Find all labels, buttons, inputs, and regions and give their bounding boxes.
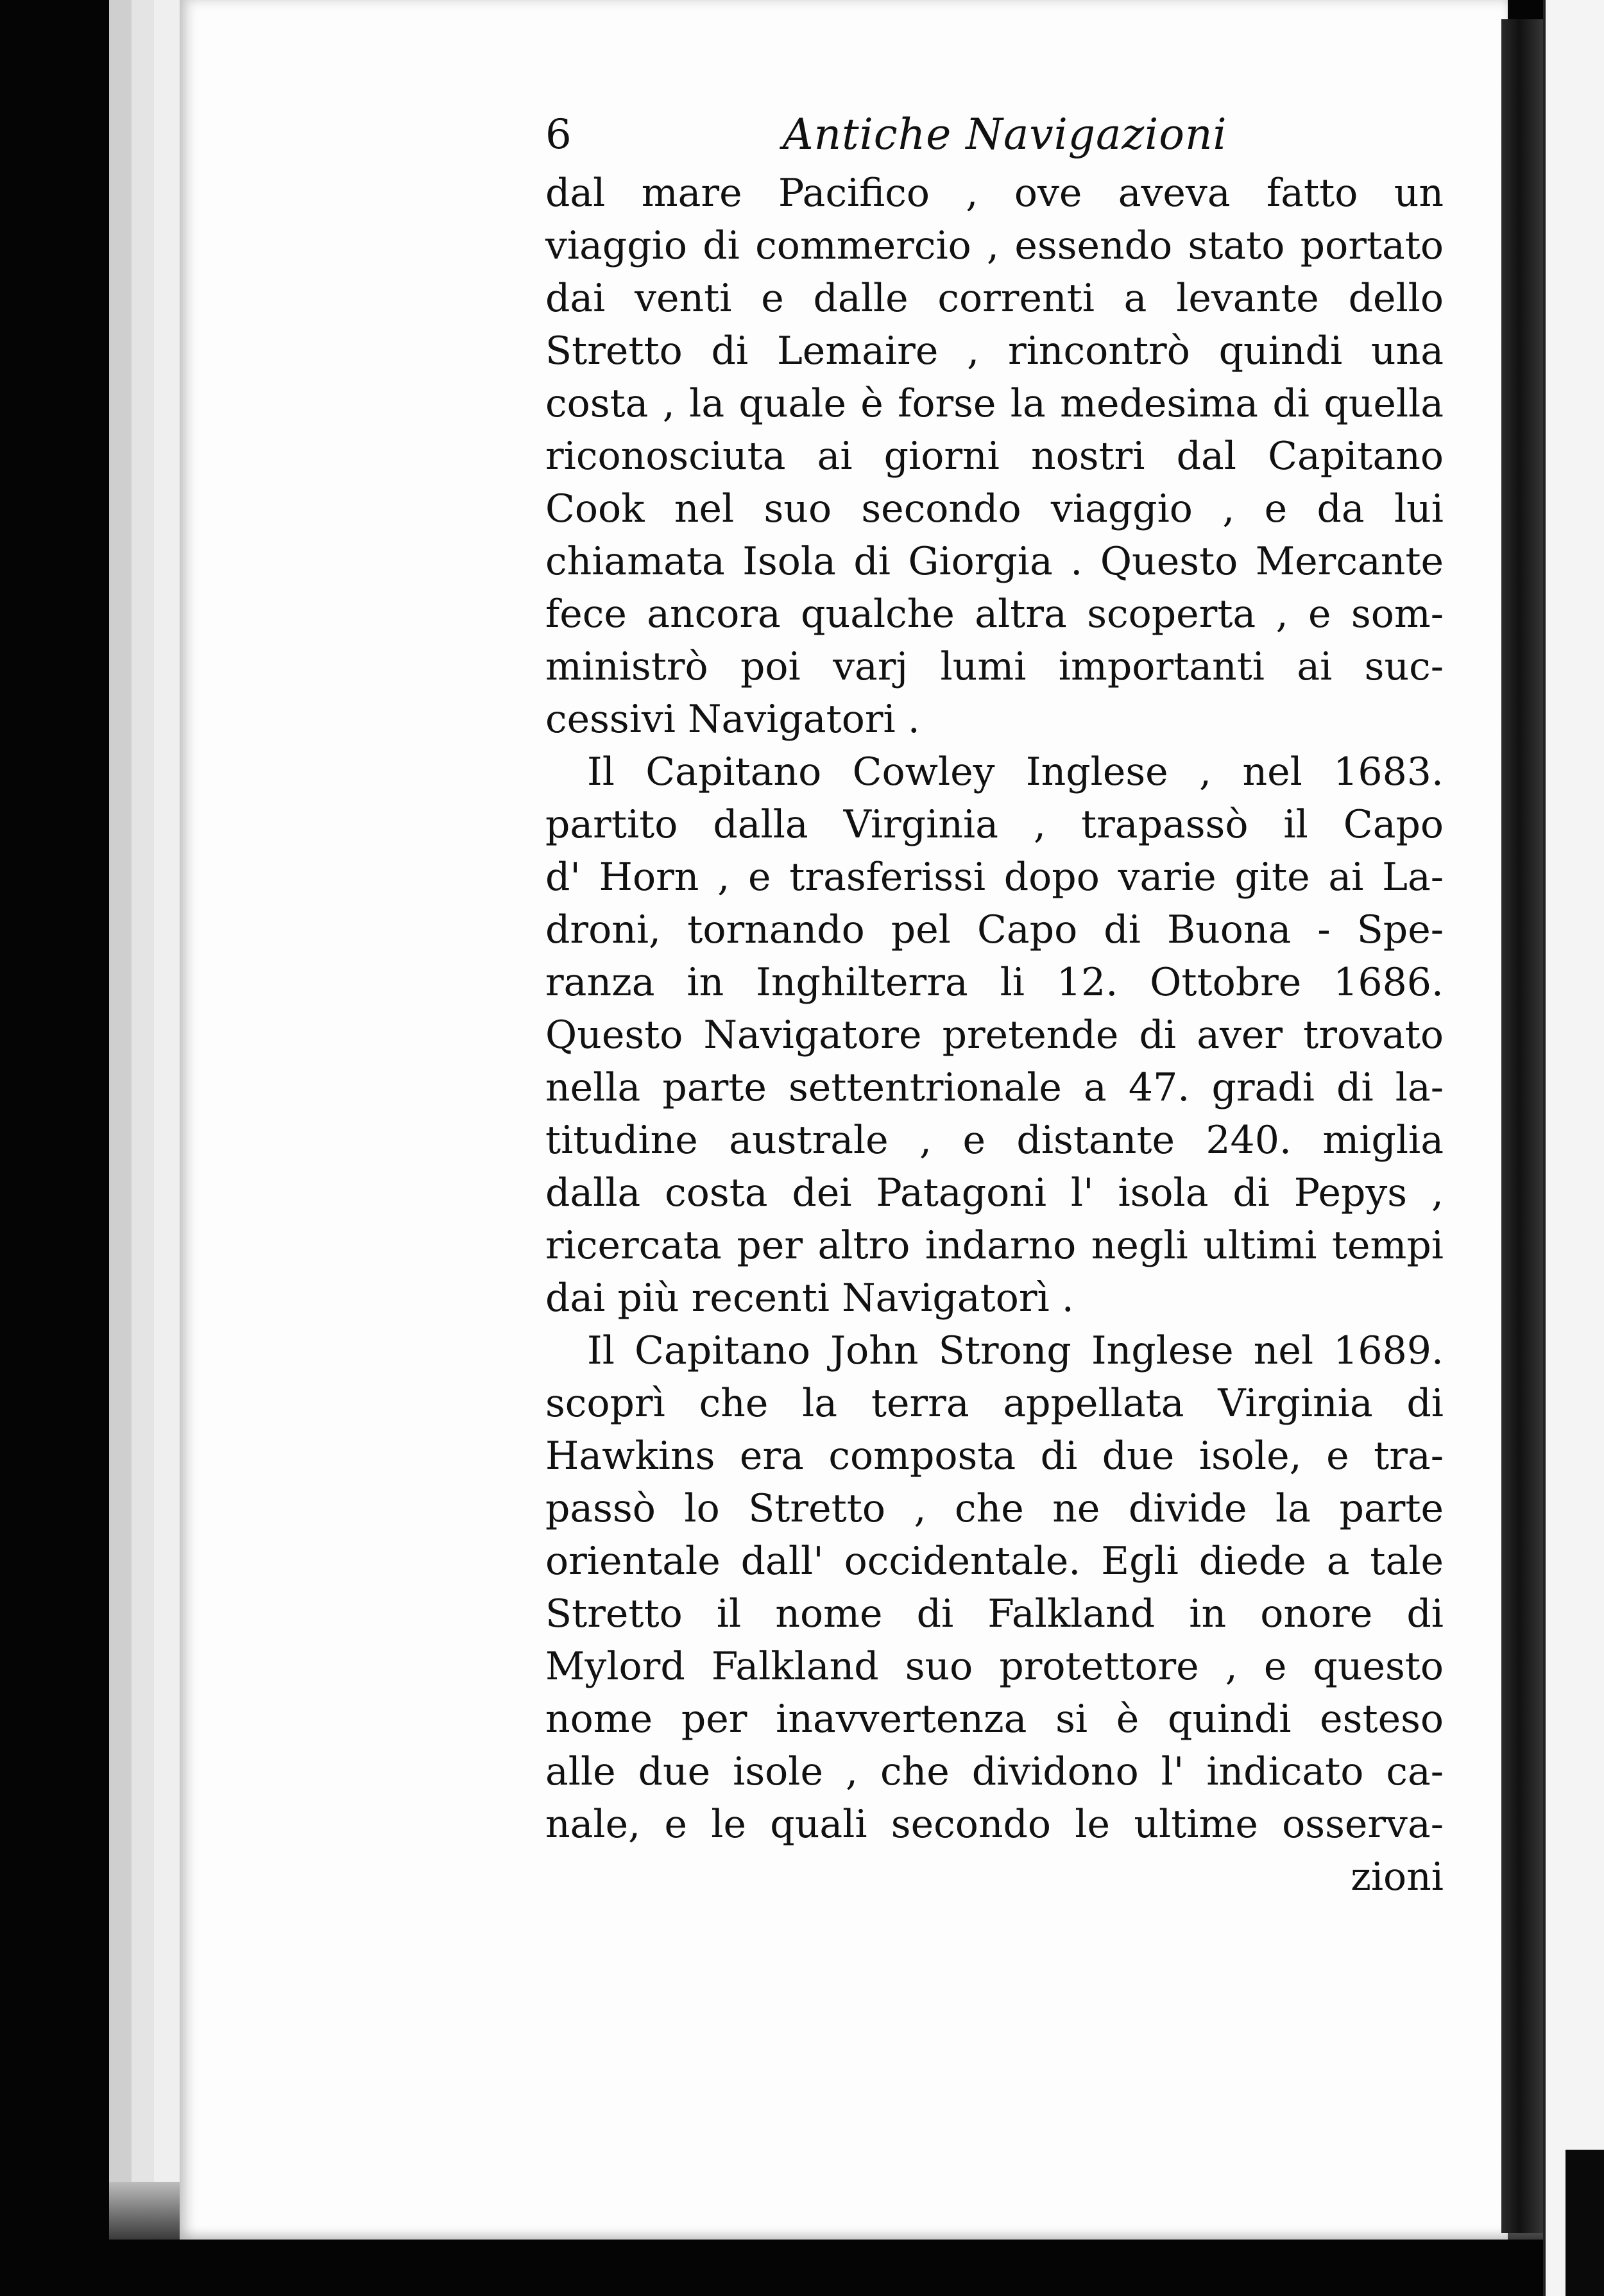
catchword: zioni — [1351, 1855, 1444, 1899]
text-line: nome per inavvertenza si è quindi esteso — [545, 1697, 1444, 1742]
text-line: droni, tornando pel Capo di Buona - Spe- — [545, 907, 1444, 952]
text-line: riconosciuta ai giorni nostri dal Capitano — [545, 434, 1444, 479]
text-line: Stretto di Lemaire , rincontrò quindi una — [545, 329, 1444, 373]
page-header — [545, 103, 1444, 167]
text-line: titudine australe , e distante 240. miglia — [545, 1118, 1444, 1163]
text-line: ministrò poi varj lumi importanti ai suc- — [545, 644, 1444, 689]
text-line: orientale dall' occidentale. Egli diede a tale — [545, 1539, 1444, 1584]
running-title: Antiche Navigazioni — [783, 110, 1227, 159]
scan-corner — [1566, 2150, 1604, 2296]
text-line: chiamata Isola di Giorgia . Questo Mercante — [545, 539, 1444, 584]
text-line: Cook nel suo secondo viaggio , e da lui — [545, 486, 1444, 531]
text-line: fece ancora qualche altra scoperta , e som- — [545, 592, 1444, 637]
text-line: dai più recenti Navigatorì . — [545, 1276, 1074, 1321]
facing-page — [1543, 0, 1604, 2296]
text-line: nale, e le quali secondo le ultime osserva- — [545, 1802, 1444, 1847]
text-line: Mylord Falkland suo protettore , e questo — [545, 1644, 1444, 1689]
text-line: dal mare Pacifico , ove aveva fatto un — [545, 171, 1444, 216]
text-line: ricercata per altro indarno negli ultimi tempi — [545, 1223, 1444, 1268]
book-binding — [1501, 19, 1546, 2233]
text-line: cessivi Navigatori . — [545, 697, 920, 742]
text-line: dalla costa dei Patagoni l' isola di Pepys , — [545, 1170, 1444, 1215]
text-line: passò lo Stretto , che ne divide la parte — [545, 1486, 1444, 1531]
text-line: d' Horn , e trasferissi dopo varie gite ai La- — [545, 855, 1444, 900]
text-line: Hawkins era composta di due isole, e tra- — [545, 1434, 1444, 1478]
text-line: Questo Navigatore pretende di aver trovato — [545, 1013, 1444, 1058]
text-line: partito dalla Virginia , trapassò il Capo — [545, 802, 1444, 847]
text-line: Il Capitano John Strong Inglese nel 1689. — [587, 1328, 1444, 1373]
text-line: viaggio di commercio , essendo stato portato — [545, 223, 1444, 268]
text-line: Il Capitano Cowley Inglese , nel 1683. — [587, 750, 1444, 794]
text-line: costa , la quale è forse la medesima di quella — [545, 381, 1444, 426]
text-line: alle due isole , che dividono l' indicato ca- — [545, 1749, 1444, 1794]
text-line: nella parte settentrionale a 47. gradi di la- — [545, 1065, 1444, 1110]
text-line: scoprì che la terra appellata Virginia di — [545, 1381, 1444, 1426]
page-text-block — [545, 103, 1444, 1903]
text-line: Stretto il nome di Falkland in onore di — [545, 1591, 1444, 1636]
text-line: dai venti e dalle correnti a levante dello — [545, 276, 1444, 321]
page-number: 6 — [545, 111, 572, 158]
text-line: ranza in Inghilterra li 12. Ottobre 1686. — [545, 960, 1444, 1005]
